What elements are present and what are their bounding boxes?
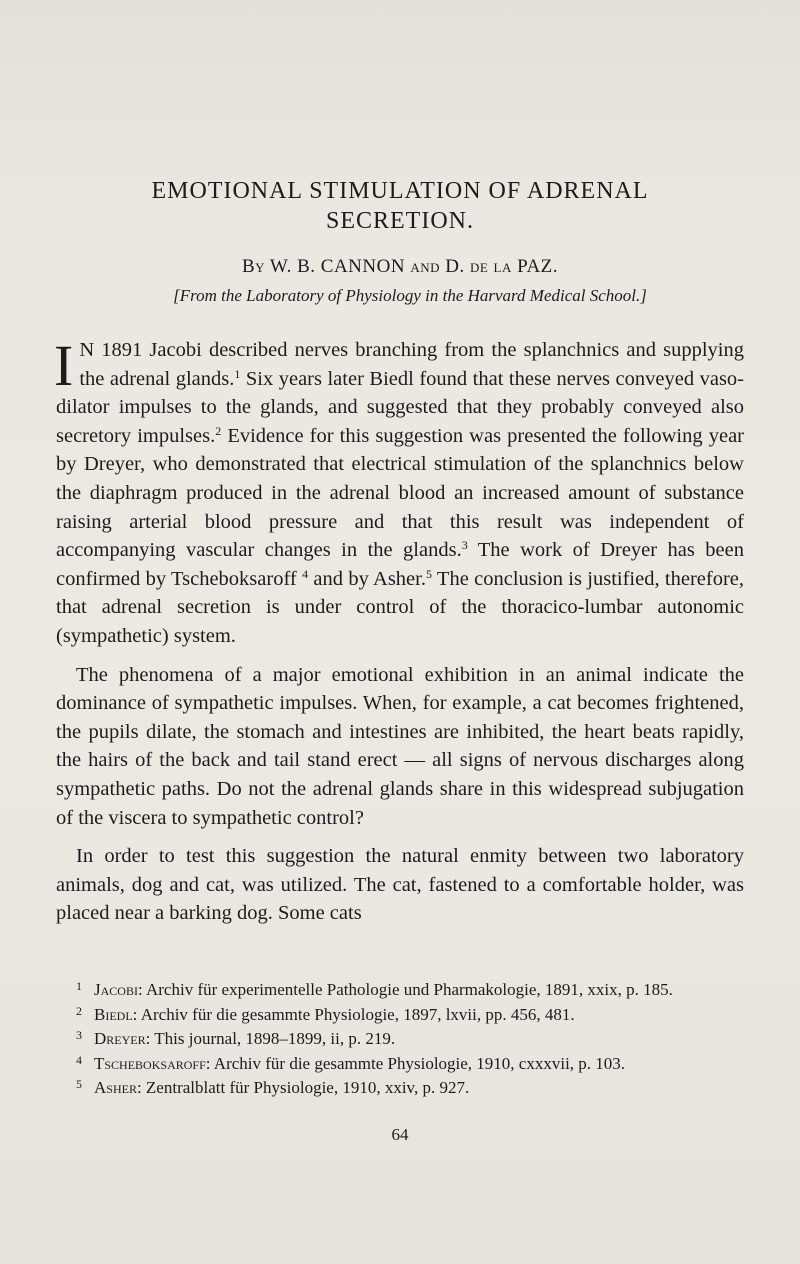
footnote-number: 5 [76, 1077, 82, 1091]
footnote-author: Asher [94, 1078, 137, 1097]
paragraph-1-text-a: N 1891 Jacobi described nerves branching from the splanchnics and supplying the adrenal glands. [79, 339, 744, 390]
footnote-ref-2: 2 [215, 423, 222, 438]
affiliation: [From the Laboratory of Physiology in the Harvard Medical School.] [173, 286, 647, 305]
author-2-particle: de la [469, 256, 512, 277]
paragraph-1-text-e: and by Asher. [308, 567, 426, 590]
footnote-author: Tscheboksaroff [94, 1053, 206, 1073]
footnotes [56, 976, 746, 1099]
byline-by: By [241, 256, 265, 277]
footnote-ref-1: 1 [234, 366, 241, 381]
paragraph-1 [54, 333, 745, 651]
paragraph-2: The phenomena of a major emotional exhibition in an animal indicate the dominance of sympathetic impulses. When, for example, a cat becomes frightened, the pupils dilate, the stomach and intestines are inhibited, the heart beats rapidly, the hairs of the back and tail stand erect — all signs of nervous discharges along sympathetic paths. Do not the adrenal glands share in this widespread subjugation of the viscera to sympathetic control? [56, 663, 744, 829]
footnote-author: Biedl [94, 1004, 133, 1024]
paragraph-3: In order to test this suggestion the natural enmity between two laboratory animals, dog and cat, was utilized. The cat, fastened to a comfortable holder, was placed near a barking dog. Some cats [56, 845, 744, 925]
footnote-number: 2 [76, 1003, 82, 1018]
paragraph-1-text-b: Six years later Biedl found that these nerves conveyed vaso-dilator impulses to the glands, and suggested that they probably conveyed also secretory impulses. [56, 367, 744, 447]
title-line-2: SECRETION. [326, 208, 474, 234]
footnote [56, 1050, 746, 1075]
footnote-text: : Archiv für die gesammte Physiologie, 1897, lxvii, pp. 456, 481. [132, 1004, 575, 1024]
paragraph-1-text-c: Evidence for this suggestion was presented the following year by Dreyer, who demonstrated that electrical stimulation of the splanchnics below the diaphragm produced in the adrenal blood an increased amount of substance raising arterial blood pressure and that this result was independent of accompanying vascular changes in the glands. [56, 424, 744, 562]
footnote-number: 3 [76, 1028, 82, 1042]
page-number: 64 [391, 1125, 409, 1144]
footnote-number: 1 [76, 979, 82, 993]
footnote-number: 4 [76, 1052, 82, 1067]
footnote-text: : Archiv für die gesammte Physiologie, 1910, cxxxvii, p. 103. [205, 1053, 626, 1073]
footnote-author: Jacobi [94, 980, 138, 999]
article-title [120, 176, 680, 236]
footnote-text: : Archiv für experimentelle Pathologie und Pharmakologie, 1891, xxix, p. 185. [137, 980, 673, 999]
footnote-text: : This journal, 1898–1899, ii, p. 219. [145, 1029, 396, 1048]
footnote-ref-3: 3 [461, 538, 468, 553]
footnote [56, 1001, 746, 1026]
article-body [54, 333, 745, 938]
footnote-author: Dreyer [94, 1029, 146, 1048]
footnote-ref-5: 5 [425, 566, 432, 581]
author-1: W. B. CANNON [269, 256, 406, 277]
byline-and: and [410, 256, 440, 277]
drop-cap: I [54, 333, 74, 398]
footnote-ref-4: 4 [302, 566, 309, 581]
paragraph-1-text-d: The work of Dreyer has been confirmed by Tscheboksaroff [56, 539, 745, 590]
title-line-1: EMOTIONAL STIMULATION OF ADRENAL [151, 178, 649, 204]
author-2-surname: PAZ. [517, 256, 559, 277]
byline [0, 256, 800, 278]
footnote-text: : Zentralblatt für Physiologie, 1910, xxiv, p. 927. [136, 1078, 470, 1097]
footnote [56, 1025, 746, 1050]
paragraph-1-text-f: The conclusion is justified, therefore, that adrenal secretion is under control of the thoracico-lumbar autonomic (sympathetic) system. [56, 567, 745, 647]
footnote [56, 1074, 746, 1099]
footnote [56, 976, 746, 1001]
author-2-initial: D. [445, 256, 465, 277]
